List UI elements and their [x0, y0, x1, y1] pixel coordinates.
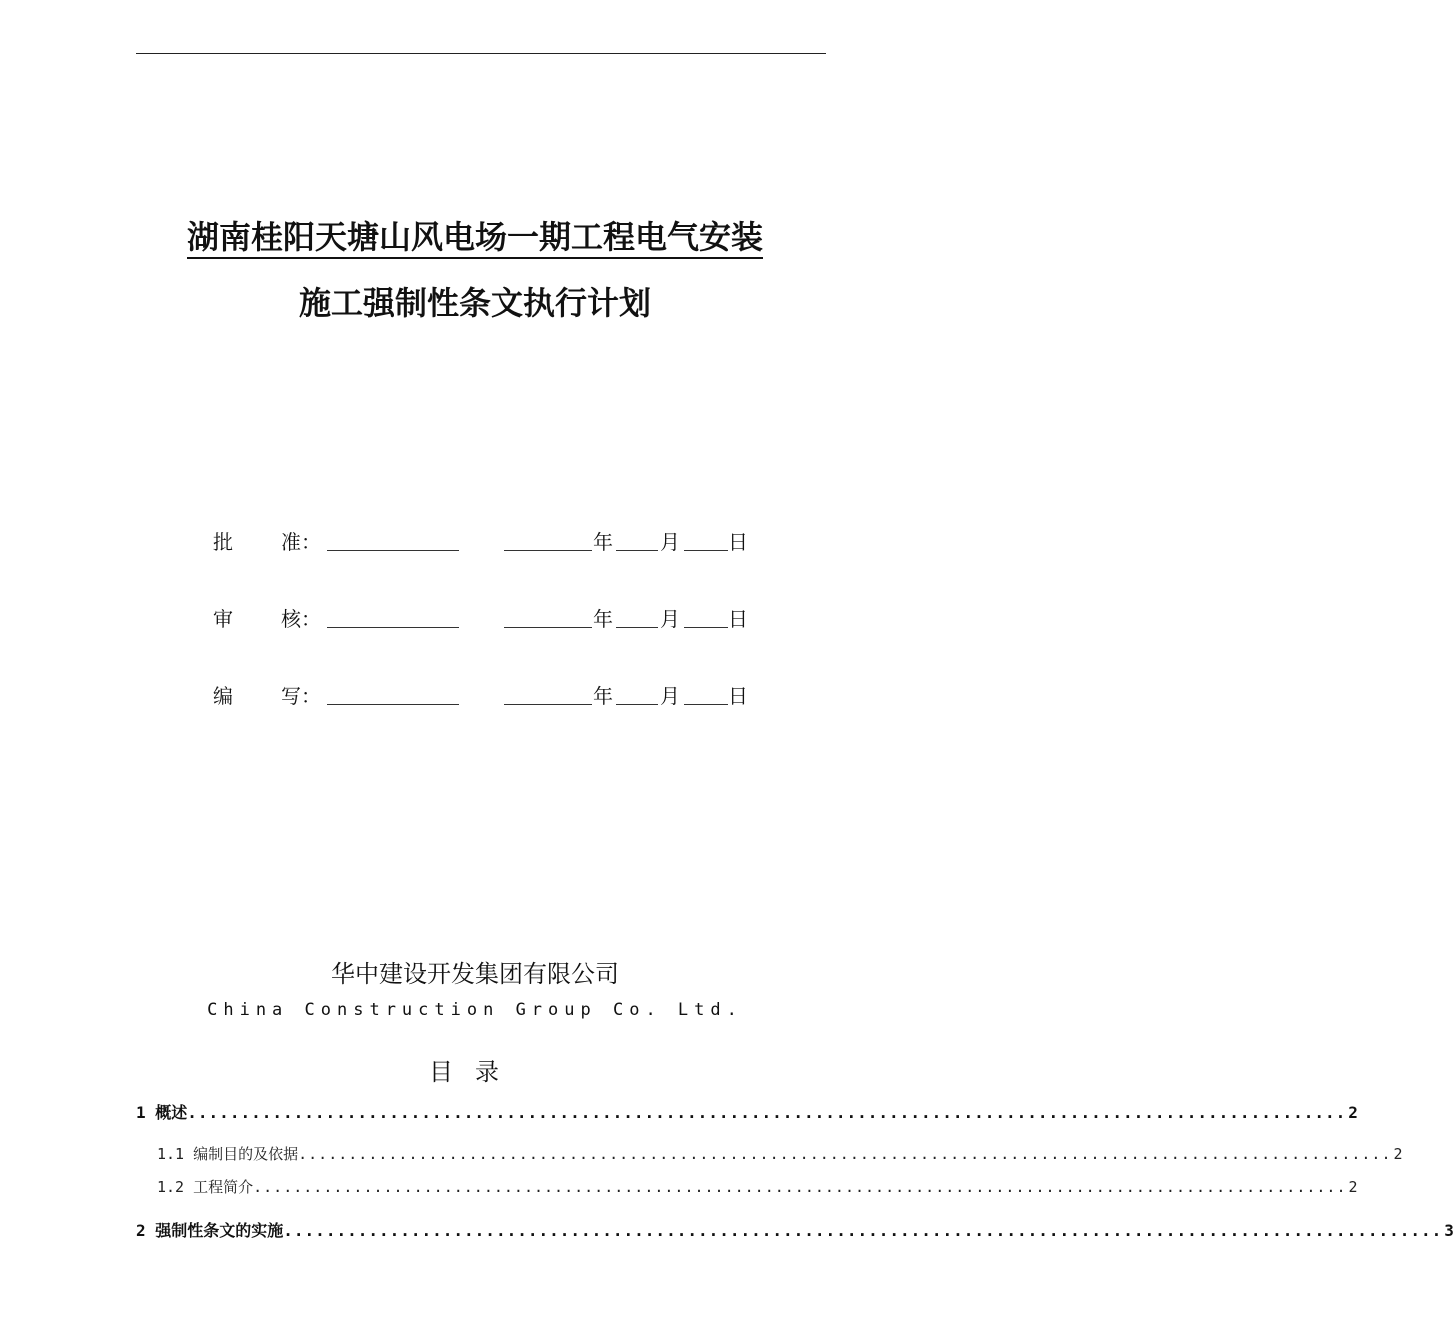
signature-label-char: 核：	[281, 607, 321, 631]
signature-label-char: 编	[213, 684, 233, 708]
day-label: 日	[728, 607, 748, 631]
day-blank[interactable]	[684, 627, 728, 628]
year-label: 年	[593, 684, 613, 708]
year-label: 年	[593, 607, 613, 631]
month-blank[interactable]	[616, 704, 658, 705]
toc-entry-project-intro[interactable]	[157, 1176, 1358, 1197]
month-label: 月	[660, 684, 680, 708]
signature-label-char: 审	[213, 607, 233, 631]
toc-entry-text: 1.2 工程简介	[157, 1178, 254, 1196]
signature-label-char: 批	[213, 530, 233, 554]
signature-blank[interactable]	[327, 704, 459, 705]
year-blank[interactable]	[504, 550, 592, 551]
toc-page-number: 2	[1348, 1178, 1358, 1196]
month-blank[interactable]	[616, 627, 658, 628]
month-blank[interactable]	[616, 550, 658, 551]
company-name-chinese: 华中建设开发集团有限公司	[331, 960, 619, 988]
signature-blank[interactable]	[327, 550, 459, 551]
toc-leader-dots: .............................................................................................................	[253, 1178, 1347, 1196]
month-label: 月	[660, 530, 680, 554]
toc-entry-implementation[interactable]	[136, 1218, 1454, 1241]
toc-entry-overview[interactable]	[136, 1100, 1358, 1123]
toc-page-number: 2	[1393, 1145, 1403, 1163]
month-label: 月	[660, 607, 680, 631]
toc-leader-dots: .............................................................................................................	[187, 1103, 1347, 1122]
toc-page-number: 2	[1348, 1103, 1358, 1122]
day-label: 日	[728, 530, 748, 554]
document-title-line1	[0, 212, 950, 258]
day-blank[interactable]	[684, 550, 728, 551]
signature-label-char: 准：	[281, 530, 321, 554]
toc-entry-purpose[interactable]	[157, 1143, 1403, 1164]
header-rule	[136, 53, 826, 54]
day-label: 日	[728, 684, 748, 708]
toc-leader-dots: .............................................................................................................	[283, 1221, 1443, 1240]
toc-entry-text: 1.1 编制目的及依据	[157, 1145, 299, 1163]
day-blank[interactable]	[684, 704, 728, 705]
document-title-line1-text: 湖南桂阳天塘山风电场一期工程电气安装	[187, 218, 763, 259]
toc-page-number: 3	[1444, 1221, 1454, 1240]
signature-label-char: 写：	[281, 684, 321, 708]
document-title-line2: 施工强制性条文执行计划	[298, 284, 651, 322]
year-blank[interactable]	[504, 627, 592, 628]
year-label: 年	[593, 530, 613, 554]
toc-entry-text: 1 概述	[136, 1103, 188, 1122]
toc-leader-dots: .............................................................................................................	[298, 1145, 1392, 1163]
toc-heading: 目录	[429, 1058, 521, 1086]
signature-blank[interactable]	[327, 627, 459, 628]
year-blank[interactable]	[504, 704, 592, 705]
company-name-english: China Construction Group Co. Ltd.	[207, 1000, 743, 1020]
toc-entry-text: 2 强制性条文的实施	[136, 1221, 284, 1240]
